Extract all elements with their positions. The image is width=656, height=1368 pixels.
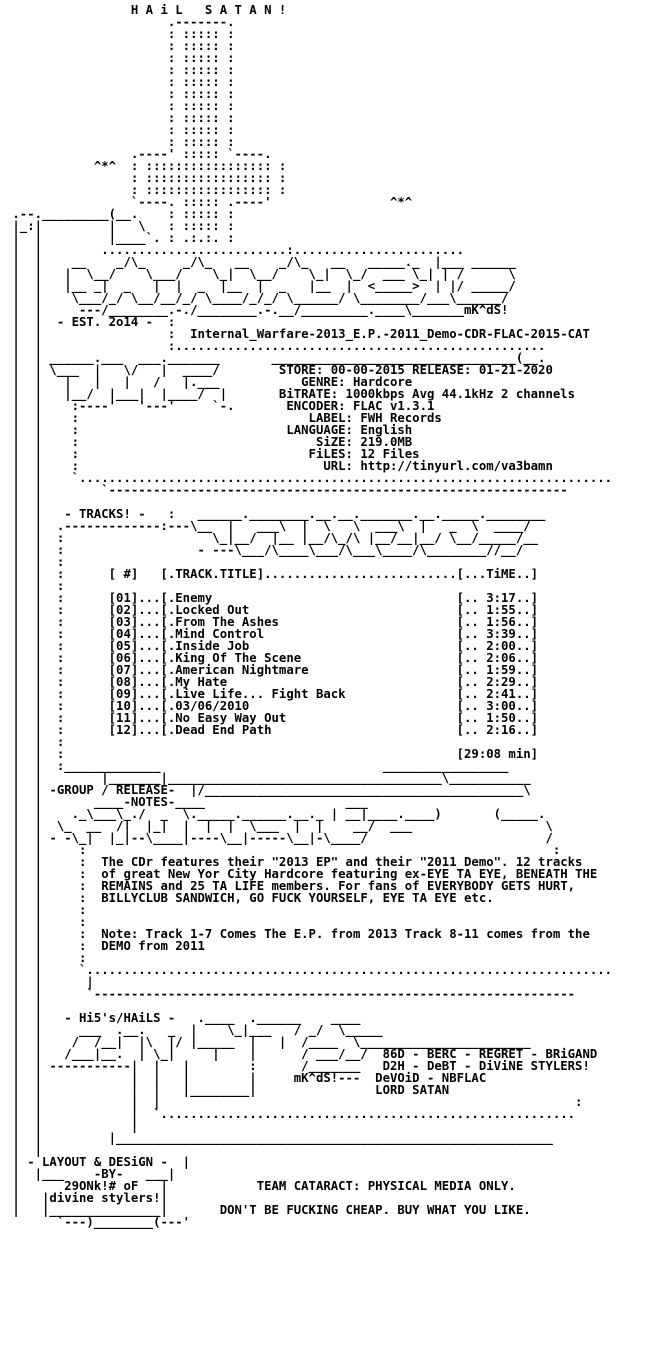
nfo-line: | | : The CDr features their "2013 EP" and their "2011 Demo". 12 tracks xyxy=(5,855,583,869)
nfo-line: | | | xyxy=(5,975,94,989)
nfo-line: | | : xyxy=(5,555,65,569)
nfo-line: ^*^ : ::::::::::::::::: : xyxy=(5,159,287,173)
nfo-line: | | | | | / |.___ GENRE: Hardcore xyxy=(5,375,413,389)
nfo-line: .-------. xyxy=(5,15,235,29)
nfo-line: | | : [02]...[.Locked Out [.. 1:55..] xyxy=(5,603,539,617)
nfo-line: | | |_______|_____________________________________\___________ xyxy=(5,771,531,785)
nfo-line: | | \___/_/ \__/__/_/ \____/_/_/ \______/ \________/___\______/ xyxy=(5,291,509,305)
nfo-line: | | : LABEL: FWH Records xyxy=(5,411,442,425)
nfo-line: | | |__ _| _ | | _ |__ | _ |__ | <_____> | |/ _____/ xyxy=(5,279,516,293)
nfo-line: | | __ _/\_ _/\_ __ _/\_ __ _____._ |___ ______ xyxy=(5,255,516,269)
nfo-line: `----. ::::: .----' ^*^ xyxy=(5,195,413,209)
nfo-line: | | : [09]...[.Live Life... Fight Back [.. 2:41..] xyxy=(5,687,539,701)
nfo-line: | | : \_|__/ |__ |__/\_/\ |__/__|__/ \__/_____/__ xyxy=(5,531,539,545)
nfo-line: : ::::: : xyxy=(5,63,235,77)
nfo-line: | | : [05]...[.Inside Job [.. 2:00..] xyxy=(5,639,539,653)
nfo-line: : ::::::::::::::::: : xyxy=(5,183,287,197)
nfo-line: | | xyxy=(5,999,43,1013)
nfo-line: | | : xyxy=(5,903,87,917)
nfo-line: | | |__/ |___| |____/ | BiTRATE: 1000kbps Avg 44.1kHz 2 channels xyxy=(5,387,576,401)
nfo-line: | | -----------| | | : /_______ D2H - DeBT - DiViNE STYLERS! xyxy=(5,1059,590,1073)
nfo-line: `---)________(---' xyxy=(5,1215,191,1229)
nfo-line: | | | \__/ \___/ \_| \__/ \_| \_/ ___ \_| | / \ xyxy=(5,267,516,281)
nfo-line: | | ____-NOTES-____ ___ xyxy=(5,795,368,809)
nfo-line: | | |____`. : .:.:. : xyxy=(5,231,235,245)
nfo-line: | | `----------------------------------------------------------------- xyxy=(5,987,576,1001)
nfo-line: | | ._\___\_./ _ \._____.______.__._ | __|____.____) (_____. xyxy=(5,807,546,821)
nfo-line: : ::::: : xyxy=(5,39,235,53)
nfo-line: | | | xyxy=(5,1119,139,1133)
nfo-line: | |_______________| DON'T BE FUCKING CHEAP. BUY WHAT YOU LIKE. xyxy=(5,1203,531,1217)
nfo-line: | | : URL: http://tinyurl.com/va3bamn xyxy=(5,459,553,473)
nfo-line: | | - Hi5's/HAiLS - .____ .______ ____ xyxy=(5,1011,361,1025)
nfo-line: | | xyxy=(5,495,43,509)
nfo-line: | | : DEMO from 2011 xyxy=(5,939,205,953)
nfo-line: | | : xyxy=(5,579,65,593)
nfo-line: | | : xyxy=(5,915,87,929)
nfo-line: | | : FiLES: 12 Files xyxy=(5,447,420,461)
nfo-line: .----' ::::: `----. xyxy=(5,147,272,161)
nfo-line: | |___ -BY- ___| xyxy=(5,1167,176,1181)
nfo-line: | | .-------------:---\__ | ___\ | \ \ ___\ | _ \ ____/ xyxy=(5,519,531,533)
nfo-line: : ::::: : xyxy=(5,111,235,125)
nfo-line: | | : REMAINS and 25 TA LIFE members. For fans of EVERYBODY GETS HURT, xyxy=(5,879,576,893)
nfo-line: | | : Internal_Warfare-2013_E.P.-2011_Demo-CDR-FLAC-2015-CAT xyxy=(5,327,590,341)
nfo-line: | | : - ---\___/\____\___/\___\____/\________//__/ xyxy=(5,543,524,557)
nfo-line: : ::::: : xyxy=(5,75,235,89)
nfo-line: | | : [10]...[.03/06/2010 [.. 3:00..] xyxy=(5,699,539,713)
nfo-line: H A i L S A T A N ! xyxy=(5,3,287,17)
nfo-line: | | : [03]...[.From The Ashes [.. 1:56..] xyxy=(5,615,539,629)
nfo-line: | | .........................:....................... xyxy=(5,243,465,257)
nfo-line: | | : [01]...[.Enemy [.. 3:17..] xyxy=(5,591,539,605)
nfo-line: | | | `........................................................ xyxy=(5,1107,576,1121)
nfo-line: | | ___ .__. _ | \_|___ / _/ \_____ xyxy=(5,1023,383,1037)
nfo-line: | | \___ | \/ | ____/ STORE: 00-00-2015 RELEASE: 01-21-2020 xyxy=(5,363,553,377)
nfo-line: | | - TRACKS! - : ______.________.__.__._______.__._____.________ xyxy=(5,507,546,521)
nfo-line: | | - EST. 2o14 - : xyxy=(5,315,176,329)
nfo-line: : ::::: : xyxy=(5,123,235,137)
nfo-line: : ::::: : xyxy=(5,51,235,65)
nfo-line: | | : BILLYCLUB SANDWICH, GO FUCK YOURSELF, EYE TA EYE etc. xyxy=(5,891,494,905)
nfo-line: | | `....................................................................... xyxy=(5,963,613,977)
nfo-ascii-art xyxy=(5,4,612,1228)
nfo-line: | | /___|__. | \_| | | / ___/__/ 86D - BERC - REGRET - BRiGAND xyxy=(5,1047,598,1061)
nfo-line: : ::::::::::::::::: : xyxy=(5,171,287,185)
nfo-line: |_:| | \ : ::::: : xyxy=(5,219,235,233)
nfo-line: | | : [07]...[.American Nightmare [.. 1:59..] xyxy=(5,663,539,677)
nfo-line: .--._________(__. : ::::: : xyxy=(5,207,235,221)
nfo-line: | | :_____________ _________________ xyxy=(5,759,509,773)
nfo-line: | | : : xyxy=(5,843,561,857)
nfo-line: | | | | |________| LORD SATAN xyxy=(5,1083,450,1097)
nfo-line: | | `........................................................................ xyxy=(5,471,613,485)
nfo-line: | | : [08]...[.My Hate [.. 2:29..] xyxy=(5,675,539,689)
nfo-line: | | : [06]...[.King Of The Scene [.. 2:06..] xyxy=(5,651,539,665)
nfo-line: | | : SiZE: 219.0MB xyxy=(5,435,413,449)
nfo-line: | | xyxy=(5,1143,43,1157)
nfo-line: : ::::: : xyxy=(5,99,235,113)
nfo-line: | | : xyxy=(5,735,65,749)
nfo-line: | | : [ #] [.TRACK.TITLE]..........................[...TiME..] xyxy=(5,567,539,581)
nfo-line: | | - -\_| |_|--\____|----\__|-----\__|-\____/ / xyxy=(5,831,553,845)
nfo-line: : ::::: : xyxy=(5,27,235,41)
nfo-line: : ::::: : xyxy=(5,135,235,149)
nfo-line: | | \_ __ /| |_| | | | \___ | | __/ ___ \ xyxy=(5,819,553,833)
nfo-line: | | |___________________________________________________________ xyxy=(5,1131,553,1145)
nfo-line: | | : [11]...[.No Easy Way Out [.. 1:50..] xyxy=(5,711,539,725)
nfo-line: : ::::: : xyxy=(5,87,235,101)
nfo-line: | | ______.___ ___._______ _________________________________(__. xyxy=(5,351,546,365)
nfo-line: | | | | : xyxy=(5,1095,583,1109)
nfo-line: | | : [04]...[.Mind Control [.. 3:39..] xyxy=(5,627,539,641)
nfo-line: | | : [12]...[.Dead End Path [.. 2:16..] xyxy=(5,723,539,737)
nfo-line: | | : xyxy=(5,951,87,965)
nfo-line: | 29ONk!# oF | TEAM CATARACT: PHYSICAL MEDIA ONLY. xyxy=(5,1179,516,1193)
nfo-line: | |divine stylers!| xyxy=(5,1191,168,1205)
nfo-line: | | :----' '---' `-. ENCODER: FLAC v1.3.1 xyxy=(5,399,435,413)
nfo-line: | | | | | | mK^dS!--- DeVOiD - NBFLAC xyxy=(5,1071,487,1085)
nfo-line: | | : Note: Track 1-7 Comes The E.P. from 2013 Track 8-11 comes from the xyxy=(5,927,590,941)
nfo-line: | | ---/________.-./________.-.__/_________.____\_______mK^dS! xyxy=(5,303,509,317)
nfo-line: | | :.................................................. xyxy=(5,339,546,353)
nfo-line: | | : [29:08 min] xyxy=(5,747,539,761)
nfo-line: | - LAYOUT & DESiGN - | xyxy=(5,1155,191,1169)
nfo-line: | | -GROUP / RELEASE- |/___________________________________________\ xyxy=(5,783,531,797)
nfo-line: | | : of great New Yor City Hardcore featuring ex-EYE TA EYE, BENEATH THE xyxy=(5,867,598,881)
nfo-line: | | / /__| |\ |/ |_____ | | /____ \_______________________ xyxy=(5,1035,531,1049)
nfo-line: | | `-------------------------------------------------------------- xyxy=(5,483,568,497)
nfo-line: | | : LANGUAGE: English xyxy=(5,423,413,437)
